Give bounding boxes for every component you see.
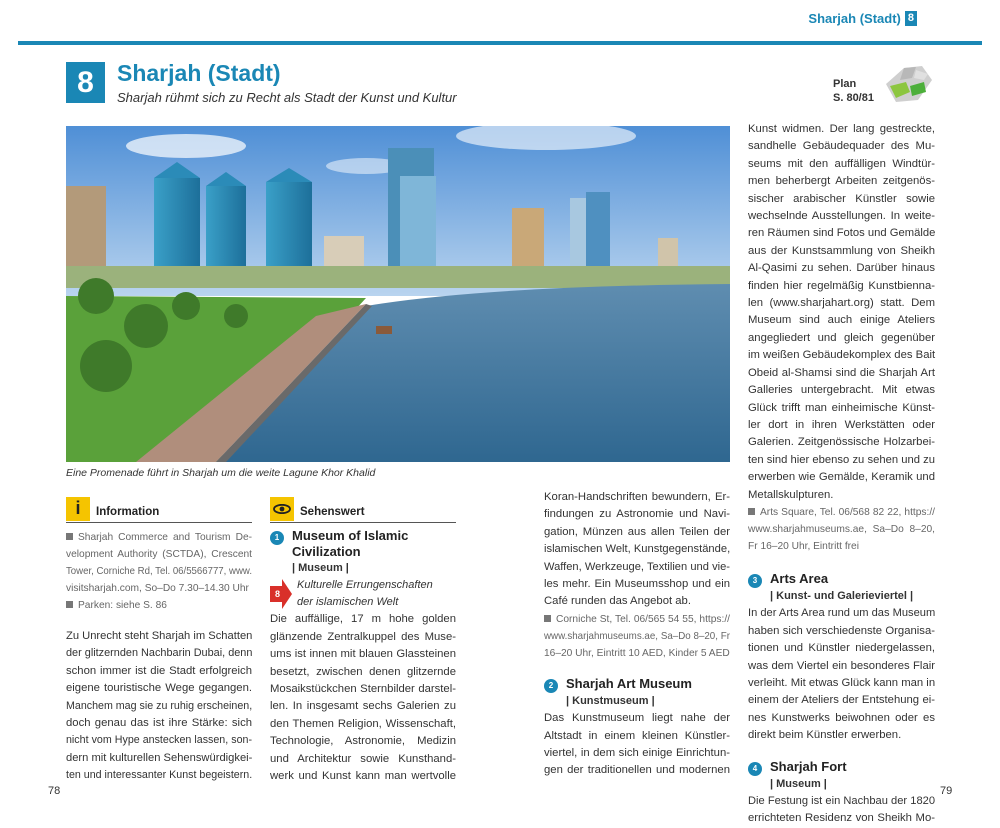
text-line [66, 767, 252, 784]
text-line-content: velopment Authority (SCTDA), Crescent [66, 549, 252, 560]
text-line [748, 710, 935, 727]
text-line [297, 594, 456, 611]
text-line-content: den Themen Religion, Wissenschaft, [270, 717, 456, 730]
bullet-square-icon [66, 533, 73, 540]
text-line [66, 597, 252, 614]
text-line [748, 417, 935, 434]
text-line [66, 546, 252, 563]
bullet-square-icon [544, 615, 551, 622]
text-line [544, 728, 730, 745]
text-line-content: eigene touristische Wege gegangen. [66, 682, 252, 695]
text-line-content: www.sharjahmuseums.ae, Sa–Do 8–20, [748, 523, 935, 535]
text-line-content: der islamischen Welt [297, 596, 399, 609]
text-line [748, 156, 935, 173]
intro-text [66, 628, 252, 785]
sight-title: Arts Area [770, 570, 829, 586]
text-line-content: Galleries untergebracht. Mit etwas [748, 384, 935, 397]
text-line-content: Waffen, Werkzeuge, Textilien und vie- [544, 560, 730, 573]
text-line-content: Parken: siehe S. 86 [78, 600, 167, 611]
running-head-title: Sharjah (Stadt) [808, 11, 901, 26]
bullet-square-icon [748, 508, 755, 515]
marker-number: 8 [275, 589, 281, 600]
text-line-content: nicht vom Hype anstecken lassen, son- [66, 734, 252, 747]
column-3 [544, 489, 730, 780]
text-line [292, 544, 408, 560]
plan-reference[interactable] [833, 77, 874, 105]
text-line [66, 750, 252, 767]
running-head-number: 8 [905, 11, 917, 26]
text-line-content: www.sharjahmuseums.ae, Sa–Do 8–20, Fr [544, 630, 730, 642]
text-line [748, 208, 935, 225]
sight-category: | Kunstmuseum | [566, 694, 655, 707]
text-line-content: Die auffällige, 17 m hohe golden [270, 613, 456, 626]
text-line-content: angegliedert und gleich gegenüber [748, 331, 935, 344]
text-line-content: viertel, in dem sich einige Einrichtun- [544, 747, 730, 760]
text-line-content: Die Festung ist ein Nachbau der 1820 [748, 795, 935, 807]
text-line [544, 506, 730, 523]
text-line-content: Das Kunstmuseum liegt nahe der [544, 712, 730, 725]
text-line-content: Obeid al-Shamsi sind die Sharjah Art [748, 366, 935, 379]
sight-2-text-part1 [544, 710, 730, 780]
text-line-content: verleiht. Mit etwas Glück kann man in [748, 676, 936, 689]
text-line-content: Café runden das Angebot ab. [544, 595, 691, 608]
text-line [748, 191, 935, 208]
text-line [66, 680, 252, 697]
photo-promenade-lagoon [66, 126, 730, 462]
text-line [748, 312, 935, 329]
text-line [748, 605, 935, 622]
text-line-content: Koran-Handschriften bewundern, Er- [544, 491, 730, 503]
text-line [748, 675, 935, 692]
text-line-content: Galerien. Zeitgenössische Holzarbei- [748, 436, 935, 449]
text-line-content: Civilization [292, 544, 361, 559]
text-line [66, 698, 252, 715]
text-line-content: Manchem mag sie zu ruhig erscheinen, [66, 699, 253, 712]
text-line-content: der glitzernden Nachbarin Dubai, denn [66, 647, 253, 660]
column-4 [748, 121, 935, 828]
sight-number-badge: 3 [748, 574, 762, 588]
text-line-content: glänzende Zentralkuppel des Muse- [270, 630, 456, 643]
text-line-content: ten und interessanter Kunst begeistern. [66, 769, 253, 782]
text-line-content: len. In insgesamt sechs Galerien zu [270, 700, 456, 713]
text-line [66, 715, 252, 732]
text-line [270, 733, 456, 750]
sight-1-text-part1 [270, 611, 456, 785]
page-number-left: 78 [48, 785, 61, 797]
chapter-number: 8 [66, 62, 105, 103]
text-line-content: seums mit den auffälligen Windtür- [748, 157, 935, 170]
text-line-content: Altstadt in einem kleinen Künstler- [544, 729, 730, 742]
text-line [270, 664, 456, 681]
text-line-content: islamischen Welt, Kunstgegenstände, [544, 543, 731, 556]
sight-1-info [544, 611, 730, 662]
text-line [270, 698, 456, 715]
text-line [297, 577, 456, 594]
text-line [748, 452, 935, 469]
eye-icon [270, 497, 294, 521]
text-line-content: Tower, Corniche Rd, Tel. 06/5566777, www. [66, 566, 252, 577]
text-line [270, 751, 456, 768]
sight-2-info [748, 504, 935, 555]
map-icon [882, 64, 934, 104]
text-line-content: aus der Kunstsammlung von Sheikh [748, 244, 935, 257]
tagline-text [297, 577, 456, 611]
text-line [748, 260, 935, 277]
running-head [808, 11, 917, 26]
text-line [748, 347, 935, 364]
sight-3-header [748, 571, 935, 588]
text-line-content: Museum sind auch einige Ateliers [748, 314, 935, 327]
plan-pages: S. 80/81 [833, 92, 874, 104]
text-line-content: sandhelle Gebäudequader des Mu- [748, 140, 935, 153]
text-line-content: Kunst widmen. Der lang gestreckte, [748, 123, 935, 135]
text-line-content: was dem Viertel ein besonderes Flair [748, 659, 935, 672]
sight-number-badge: 4 [748, 762, 762, 776]
sight-2-text-part2 [748, 121, 935, 504]
text-line [748, 243, 935, 260]
text-line [66, 663, 252, 680]
text-line [748, 330, 935, 347]
text-line [544, 559, 730, 576]
text-line [748, 727, 935, 744]
text-line [292, 528, 408, 544]
text-line [748, 793, 935, 810]
column-information [66, 497, 252, 785]
text-line [748, 173, 935, 190]
text-line-content: sischer arabischer Künstler sowie [748, 192, 935, 205]
sight-1-header [270, 528, 456, 560]
text-line-content: Technologie, Astronomie, Medizin [270, 735, 456, 748]
sights-heading-label: Sehenswert [300, 505, 365, 518]
sight-title [292, 528, 408, 560]
text-line [544, 628, 730, 645]
sight-title: Sharjah Art Museum [566, 675, 692, 691]
text-line [66, 645, 252, 662]
text-line [748, 487, 935, 504]
text-line-content: 16–20 Uhr, Eintritt 10 AED, Kinder 5 AED [544, 647, 730, 659]
text-line-content: einem der Ateliers der Entstehung ei- [748, 694, 935, 707]
text-line [544, 593, 730, 610]
text-line [270, 716, 456, 733]
header-rule [18, 41, 982, 45]
text-line [270, 611, 456, 628]
text-line-content: erwerben wie Gemälde, Keramik und [748, 471, 935, 484]
info-icon: i [66, 497, 90, 521]
text-line [748, 434, 935, 451]
text-line-content: Glück trifft man einheimische Künst- [748, 401, 935, 414]
text-line [544, 745, 730, 762]
information-heading [66, 497, 252, 523]
text-line [748, 504, 935, 521]
text-line-content: werk und Kunst kann man wertvolle [270, 770, 456, 783]
sight-1-text-part2 [544, 489, 730, 611]
text-line [748, 121, 935, 138]
text-line-content: Mosaikstückchen Sternbilder darstel- [270, 683, 456, 696]
text-line [544, 762, 730, 779]
text-line-content: dern mit kulturellen Sehenswürdigkei- [66, 751, 253, 764]
text-line-content: doch genau das ist ihre Stärke: sich [66, 717, 252, 730]
text-line-content: Zu Unrecht steht Sharjah im Schatten [66, 630, 253, 642]
text-line [748, 278, 935, 295]
text-line [544, 576, 730, 593]
text-line-content: Al-Qasimi zu sehen. Darüber hinaus [748, 262, 935, 275]
text-line [270, 681, 456, 698]
text-line-content: findungen zu Astronomie und Navi- [544, 508, 730, 521]
text-line-content: Kulturelle Errungenschaften [297, 579, 433, 592]
sight-2-header [544, 676, 730, 693]
text-line [544, 710, 730, 727]
text-line-content: men beherbergt Arbeiten zeitgenös- [748, 175, 935, 188]
text-line-content: tionen und Künstler niedergelassen, [748, 642, 935, 655]
sight-tagline [270, 577, 456, 611]
plan-label: Plan [833, 78, 857, 90]
text-line [748, 810, 935, 827]
text-line [748, 365, 935, 382]
text-line [748, 225, 935, 242]
text-line [748, 138, 935, 155]
text-line-content: nes Kunstwerks beiwohnen oder es [748, 711, 935, 724]
text-line [544, 611, 730, 628]
text-line-content: schon immer ist die Stadt erfolgreich [66, 664, 252, 677]
text-line-content: visitsharjah.com, So–Do 7.30–14.30 Uhr [66, 583, 249, 594]
text-line [748, 295, 935, 312]
information-entry [66, 529, 252, 597]
text-line [66, 580, 252, 597]
text-line-content: haben sich verschiedenste Organisa- [748, 624, 935, 637]
sight-number-badge: 1 [270, 531, 284, 545]
sights-heading [270, 497, 456, 523]
sight-4-text [748, 793, 935, 828]
photo-caption: Eine Promenade führt in Sharjah um die weite Lagune Khor Khalid [66, 467, 376, 479]
text-line-content: Arts Square, Tel. 06/568 82 22, https:// [760, 506, 935, 518]
marker-arrow-icon [270, 579, 292, 609]
text-line [748, 400, 935, 417]
text-line-content: ler dort in ihren Werkstätten oder [748, 418, 935, 431]
text-line [748, 640, 935, 657]
text-line [270, 629, 456, 646]
text-line-content: Museum of Islamic [292, 528, 409, 543]
text-line [66, 529, 252, 546]
text-line-content: ren Räumen sind Fotos und Gemälde [748, 227, 936, 240]
text-line-content: Sharjah Commerce and Tourism De- [78, 532, 252, 543]
sight-4-header [748, 759, 935, 776]
text-line-content: ten sind hier ebenso zu sehen und zu [748, 453, 935, 466]
text-line [748, 658, 935, 675]
text-line-content: len (www.sharjahart.org) statt. Dem [748, 297, 935, 310]
sight-category: | Kunst- und Galerieviertel | [770, 589, 914, 602]
text-line-content: les mehr. Ein Museumsshop und ein [544, 578, 730, 591]
information-entry [66, 597, 252, 614]
text-line-content: In der Arts Area rund um das Museum [748, 607, 936, 620]
sight-3-text [748, 605, 935, 744]
text-line [748, 538, 935, 555]
text-line [66, 563, 252, 580]
information-heading-label: Information [96, 505, 160, 518]
page-subtitle: Sharjah rühmt sich zu Recht als Stadt der Kunst und Kultur [117, 90, 457, 105]
text-line [748, 623, 935, 640]
text-line [66, 628, 252, 645]
text-line-content: direkt beim Künstler erwerben. [748, 729, 902, 742]
text-line [270, 768, 456, 785]
text-line [748, 469, 935, 486]
text-line-content: im weißen Gebäudekomplex des Bait [748, 349, 936, 362]
text-line [544, 489, 730, 506]
text-line-content: und Architektur sowie Kunsthand- [270, 752, 456, 765]
text-line-content: Corniche St, Tel. 06/565 54 55, https:// [556, 613, 730, 625]
text-line [748, 692, 935, 709]
page-title: Sharjah (Stadt) [117, 60, 281, 86]
text-line-content: ums ist innen mit blauen Glassteinen [270, 648, 456, 661]
sight-title: Sharjah Fort [770, 758, 847, 774]
column-sights [270, 497, 456, 785]
text-line-content: besetzt, zwischen denen glitzernde [270, 665, 456, 678]
text-line [748, 382, 935, 399]
sight-number-badge: 2 [544, 679, 558, 693]
text-line-content: Metallskulpturen. [748, 488, 834, 501]
text-line [748, 521, 935, 538]
text-line-content: errichteten Residenz von Sheikh Mo- [748, 812, 935, 825]
sight-category: | Museum | [292, 562, 349, 574]
text-line [544, 645, 730, 662]
text-line [544, 524, 730, 541]
text-line-content: wechselnde Ausstellungen. In weite- [748, 210, 935, 223]
text-line [270, 646, 456, 663]
text-line [66, 732, 252, 749]
text-line-content: gation, Münzen aus allen Teilen der [544, 525, 730, 538]
bullet-square-icon [66, 601, 73, 608]
text-line-content: Fr 16–20 Uhr, Eintritt frei [748, 540, 859, 552]
text-line-content: finden hier regelmäßig Kunstbienna- [748, 279, 935, 292]
page-number-right: 79 [940, 785, 953, 797]
text-line-content: gen der traditionellen und modernen [544, 764, 730, 777]
text-line [544, 541, 730, 558]
sight-category: | Museum | [770, 777, 827, 790]
